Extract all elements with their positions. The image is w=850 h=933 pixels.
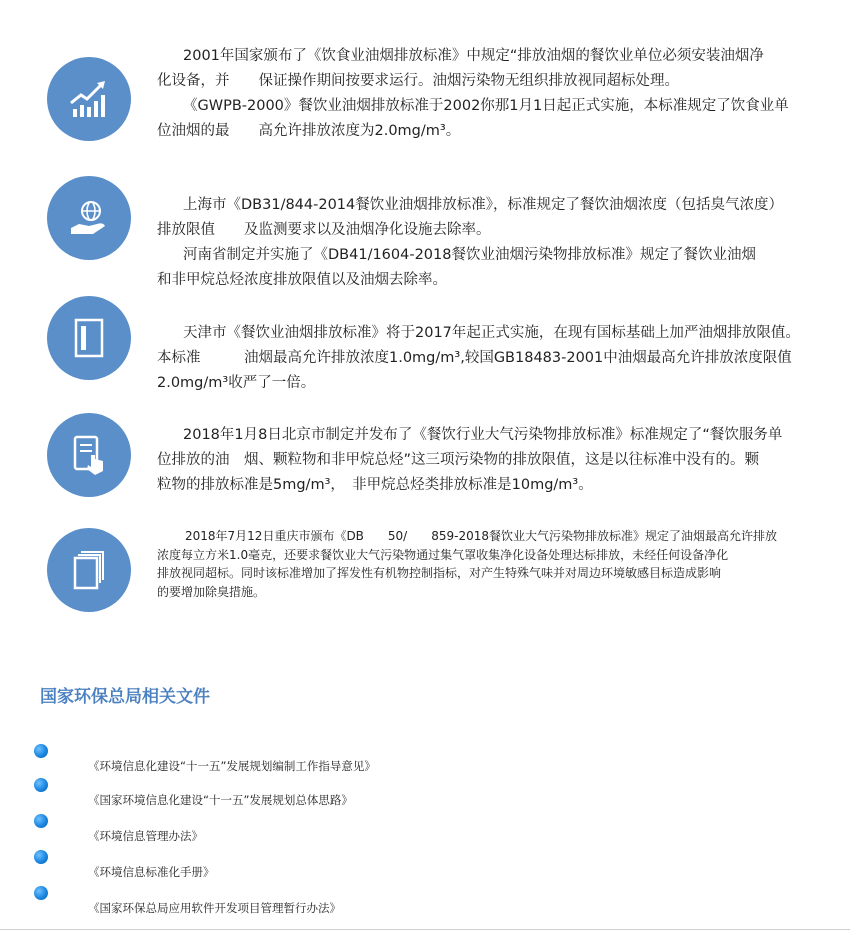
document-link[interactable]: 《国家环境信息化建设“十一五”发展规划总体思路》 [88,793,353,807]
section-1-text: 2001年国家颁布了《饮食业油烟排放标准》中规定“排放油烟的餐饮业单位必须安装油烟净 化设备，并 保证操作期间按要求运行。油烟污染物无组织排放视同超标处理。 《GWPB-2000》餐饮业油烟排放标准于2002你那1月1日起正式实施，本标准规定了饮食业单 位油烟的最 高允许排放浓度为2.0mg/m³。 [157,48,789,139]
section-4-text: 2018年1月8日北京市制定并发布了《餐饮行业大气污染物排放标准》标准规定了“餐饮服务单 位排放的油 烟、颗粒物和非甲烷总烃”这三项污染物的排放限值，这是以往标准中没有的。颗 粒物的排放标准是5mg/m³， 非甲烷总烃类排放标准是10mg/m³。 [157,427,783,493]
list-item[interactable] [0,744,500,774]
bullet-dot-icon [34,850,48,864]
stacked-papers-icon [47,528,131,612]
bullet-dot-icon [34,886,48,900]
bullet-dot-icon [34,744,48,758]
document-link[interactable]: 《环境信息化建设“十一五”发展规划编制工作指导意见》 [88,759,376,773]
section-5-text: 2018年7月12日重庆市颁布《DB 50/ 859-2018餐饮业大气污染物排放标准》规定了油烟最高允许排放 浓度每立方米1.0毫克，还要求餐饮业大气污染物通过集气罩收集净化设备处理达标排放，未经任何设备净化 排放视同超标。同时该标准增加了挥发性有机物控制指标，对产生特殊气味并对周边环境敏感目标造成影响 的要增加除臭措施。 [157,529,778,599]
section-2-text: 上海市《DB31/844-2014餐饮业油烟排放标准》，标准规定了餐饮油烟浓度（包括臭气浓度） 排放限值 及监测要求以及油烟净化设施去除率。 河南省制定并实施了《DB41/1604-2018餐饮业油烟污染物排放标准》规定了餐饮业油烟 和非甲烷总烃浓度排放限值以及油烟去除率。 [157,197,784,288]
bullet-dot-icon [34,814,48,828]
document-link[interactable]: 《环境信息管理办法》 [88,829,203,843]
list-item[interactable] [0,814,500,844]
document-panel-icon [47,296,131,380]
document-link[interactable]: 《环境信息标准化手册》 [88,865,215,879]
list-item[interactable] [0,850,500,880]
tablet-touch-icon [47,413,131,497]
globe-hand-icon [47,176,131,260]
bullet-dot-icon [34,778,48,792]
list-item[interactable] [0,778,500,808]
document-link[interactable]: 《国家环保总局应用软件开发项目管理暂行办法》 [88,901,341,915]
bottom-divider [0,929,850,930]
related-documents-heading: 国家环保总局相关文件 [40,687,210,707]
list-item[interactable] [0,886,500,916]
section-3-text: 天津市《餐饮业油烟排放标准》将于2017年起正式实施，在现有国标基础上加严油烟排放限值。 本标准 油烟最高允许排放浓度1.0mg/m³,较国GB18483-2001中油烟最高允许排放浓度限值 2.0mg/m³收严了一倍。 [157,325,800,391]
growth-chart-icon [47,57,131,141]
